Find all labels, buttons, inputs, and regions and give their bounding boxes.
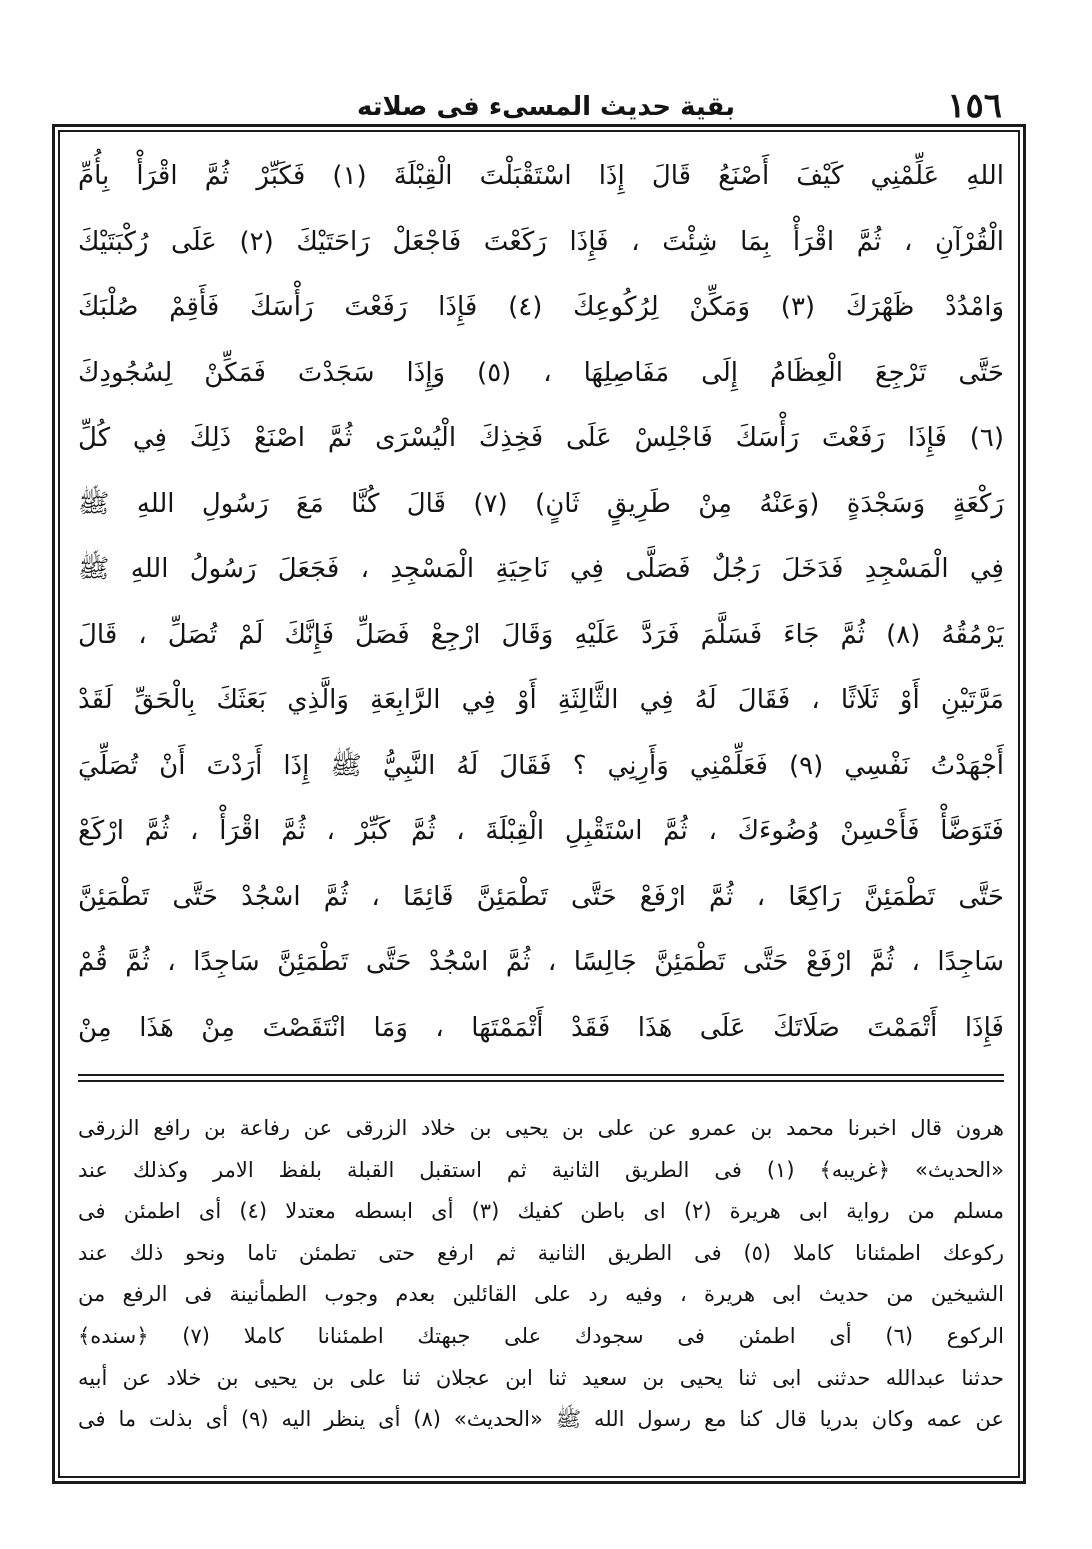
main-text-line: أَجْهَدْتُ نَفْسِي (٩) فَعَلِّمْنِي وَأَرِنِي ؟ فَقَالَ لَهُ النَّبِيُّ ﷺ إِذَا أَرَدْتَ أَنْ تُصَلِّيَ (78, 750, 1004, 781)
page-number: ١٥٦ (947, 86, 1002, 126)
main-text-line: حَتَّى تَطْمَئِنَّ رَاكِعًا ، ثُمَّ ارْفَعْ حَتَّى تَطْمَئِنَّ قَائِمًا ، ثُمَّ اسْجُدْ حَتَّى تَطْمَئِنَّ (78, 881, 1004, 912)
main-text-line: وَامْدُدْ ظَهْرَكَ (٣) وَمَكِّنْ لِرُكُوعِكَ (٤) فَإِذَا رَفَعْتَ رَأْسَكَ فَأَقِمْ صُلْبَكَ (78, 292, 1004, 322)
main-hadith-text (78, 144, 1004, 1064)
footnote-line: حدثنا عبدالله حدثنى ابى ثنا يحيى بن سعيد ثنا ابن عجلان ثنا على بن يحيى بن خلاد عن أبيه (78, 1365, 1004, 1390)
footnote-line: ركوعك اطمئنانا كاملا (٥) فى الطريق الثانية ثم ارفع حتى تطمئن تاما ونحو ذلك عند (78, 1240, 1004, 1265)
main-text-line: مَرَّتَيْنِ أَوْ ثَلَاثًا ، فَقَالَ لَهُ فِي الثَّالِثَةِ أَوْ فِي الرَّابِعَةِ وَالَّذِي بَعَثَكَ بِالْحَقِّ لَقَدْ (78, 685, 1004, 715)
footnote-line: الركوع (٦) أى اطمئن فى سجودك على جبهتك اطمئنانا كاملا (٧) ﴿سنده﴾ (78, 1323, 1004, 1348)
footnote-line: عن عمه وكان بدريا قال كنا مع رسول الله ﷺ «الحديث» (٨) أى ينظر اليه (٩) أى بذلت ما فى (78, 1407, 1004, 1432)
main-text-line: سَاجِدًا ، ثُمَّ ارْفَعْ حَتَّى تَطْمَئِنَّ جَالِسًا ، ثُمَّ اسْجُدْ حَتَّى تَطْمَئِنَّ سَاجِدًا ، ثُمَّ قُمْ (78, 947, 1004, 977)
footnote-line: هرون قال اخبرنا محمد بن عمرو عن على بن يحيى بن خلاد الزرقى عن رفاعة بن رافع الزرقى (78, 1116, 1004, 1140)
main-text-line: فَإِذَا أَتْمَمْتَ صَلَاتَكَ عَلَى هَذَا فَقَدْ أَتْمَمْتَهَا ، وَمَا انْتَقَصْتَ مِنْ هَذَا مِنْ (78, 1012, 1004, 1043)
footnote-line: مسلم من رواية ابى هريرة (٢) اى باطن كفيك (٣) أى ابسطه معتدلا (٤) أى اطمئن فى (78, 1199, 1004, 1224)
footnotes (78, 1108, 1004, 1480)
main-text-line: فَتَوَضَّأْ فَأَحْسِنْ وُضُوءَكَ ، ثُمَّ اسْتَقْبِلِ الْقِبْلَةَ ، ثُمَّ كَبِّرْ ، ثُمَّ اقْرَأْ ، ثُمَّ ارْكَعْ (78, 816, 1004, 846)
main-text-line: اللهِ عَلِّمْنِي كَيْفَ أَصْنَعُ قَالَ إِذَا اسْتَقْبَلْتَ الْقِبْلَةَ (١) فَكَبِّرْ ثُمَّ اقْرَأْ بِأُمِّ (78, 161, 1004, 191)
main-text-line: حَتَّى تَرْجِعَ الْعِظَامُ إِلَى مَفَاصِلِهَا ، (٥) وَإِذَا سَجَدْتَ فَمَكِّنْ لِسُجُودِكَ (78, 357, 1004, 388)
main-text-line: رَكْعَةٍ وَسَجْدَةٍ (وَعَنْهُ مِنْ طَرِيقٍ ثَانٍ) (٧) قَالَ كُنَّا مَعَ رَسُولِ اللهِ ﷺ (78, 488, 1004, 519)
running-head: بقية حديث المسىء فى صلاته (357, 92, 735, 122)
footnote-line: الشيخين من حديث ابى هريرة ، وفيه رد على القائلين بعدم وجوب الطمأنينة فى الرفع من (78, 1282, 1004, 1307)
main-text-line: الْقُرْآنِ ، ثُمَّ اقْرَأْ بِمَا شِئْتَ ، فَإِذَا رَكَعْتَ فَاجْعَلْ رَاحَتَيْكَ (٢) عَلَى رُكْبَتَيْكَ (78, 226, 1004, 257)
footnote-line: «الحديث» ﴿غريبه﴾ (١) فى الطريق الثانية ثم استقبل القبلة بلفظ الامر وكذلك عند (78, 1157, 1004, 1182)
footnote-separator (78, 1074, 1004, 1076)
main-text-line: (٦) فَإِذَا رَفَعْتَ رَأْسَكَ فَاجْلِسْ عَلَى فَخِذِكَ الْيُسْرَى ثُمَّ اصْنَعْ ذَلِكَ فِي كُلِّ (78, 423, 1004, 453)
main-text-line: فِي الْمَسْجِدِ فَدَخَلَ رَجُلٌ فَصَلَّى فِي نَاحِيَةِ الْمَسْجِدِ ، فَجَعَلَ رَسُولُ اللهِ ﷺ (78, 554, 1004, 584)
main-text-line: يَرْمُقُهُ (٨) ثُمَّ جَاءَ فَسَلَّمَ فَرَدَّ عَلَيْهِ وَقَالَ ارْجِعْ فَصَلِّ فَإِنَّكَ لَمْ تُصَلِّ ، قَالَ (78, 619, 1004, 650)
